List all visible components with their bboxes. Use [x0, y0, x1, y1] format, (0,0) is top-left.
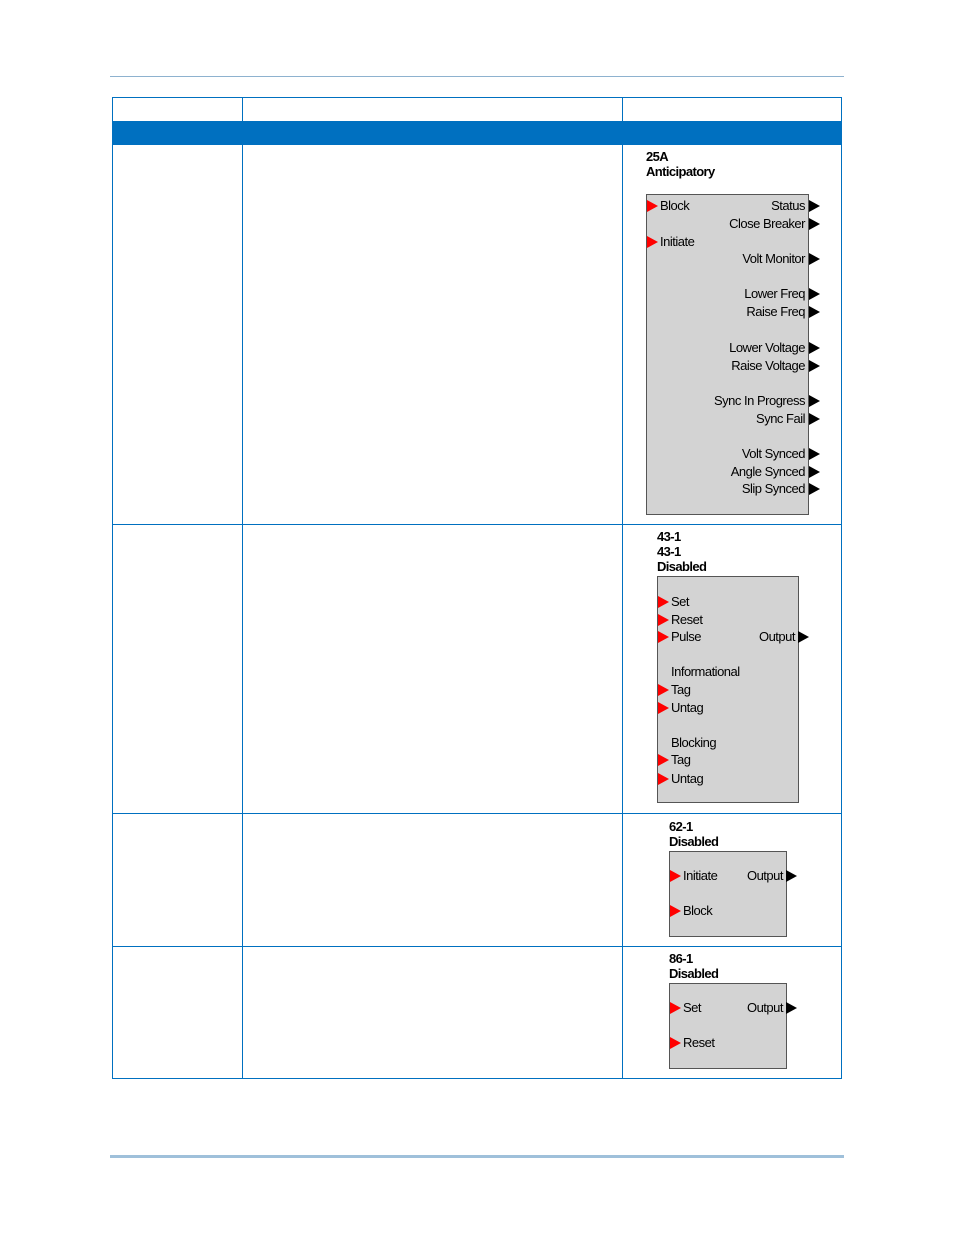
output-arrow-icon	[809, 288, 820, 300]
input-label: Initiate	[660, 234, 695, 249]
footer-rule	[110, 1155, 844, 1158]
block-title: 25A	[646, 149, 669, 164]
input-label: Set	[671, 594, 690, 609]
input-arrow-icon	[670, 1037, 681, 1049]
output-arrow-icon	[809, 218, 820, 230]
column-divider	[622, 97, 623, 1079]
output-arrow-icon	[809, 466, 820, 478]
output-arrow-icon	[786, 1002, 797, 1014]
input-label: Untag	[671, 771, 704, 786]
output-arrow-icon	[809, 306, 820, 318]
output-label: Sync Fail	[756, 411, 805, 426]
output-arrow-icon	[809, 360, 820, 372]
table-border-top	[112, 97, 842, 98]
output-label: Raise Voltage	[731, 358, 805, 373]
output-arrow-icon	[809, 483, 820, 495]
table-border-left	[112, 97, 113, 1079]
output-label: Lower Freq	[744, 286, 805, 301]
input-arrow-icon	[658, 773, 669, 785]
group-label-blocking: Blocking	[671, 735, 717, 750]
input-label: Untag	[671, 700, 704, 715]
output-label: Lower Voltage	[729, 340, 805, 355]
block-86-1	[669, 951, 814, 1071]
input-label: Initiate	[683, 868, 718, 883]
input-label: Tag	[671, 752, 691, 767]
output-label: Slip Synced	[741, 481, 805, 496]
input-arrow-icon	[670, 1002, 681, 1014]
input-arrow-icon	[658, 684, 669, 696]
input-arrow-icon	[658, 596, 669, 608]
table-border-right	[841, 97, 842, 1079]
input-arrow-icon	[670, 870, 681, 882]
output-arrow-icon	[809, 342, 820, 354]
block-62-1	[669, 819, 814, 939]
output-label: Output	[746, 868, 783, 883]
output-arrow-icon	[786, 870, 797, 882]
output-label: Raise Freq	[746, 304, 805, 319]
block-status: Disabled	[669, 834, 719, 849]
block-body	[669, 851, 787, 937]
output-label: Output	[746, 1000, 783, 1015]
header-rule	[110, 76, 844, 77]
input-arrow-icon	[658, 614, 669, 626]
block-title: 43-1	[657, 529, 681, 544]
column-divider	[242, 97, 243, 1079]
input-arrow-icon	[658, 631, 669, 643]
input-arrow-icon	[658, 702, 669, 714]
input-label: Reset	[683, 1035, 715, 1050]
block-25a	[646, 149, 826, 519]
input-arrow-icon	[647, 236, 658, 248]
output-label: Status	[771, 198, 805, 213]
row-divider	[112, 946, 842, 947]
output-arrow-icon	[809, 200, 820, 212]
input-label: Block	[683, 903, 713, 918]
output-arrow-icon	[809, 395, 820, 407]
input-label: Tag	[671, 682, 691, 697]
output-arrow-icon	[798, 631, 809, 643]
input-arrow-icon	[658, 754, 669, 766]
block-title: 62-1	[669, 819, 693, 834]
input-label: Block	[660, 198, 690, 213]
input-arrow-icon	[670, 905, 681, 917]
output-arrow-icon	[809, 413, 820, 425]
row-divider	[112, 524, 842, 525]
logic-elements-table	[112, 97, 842, 1079]
output-arrow-icon	[809, 448, 820, 460]
output-label: Angle Synced	[730, 464, 805, 479]
output-label: Sync In Progress	[714, 393, 805, 408]
block-body	[669, 983, 787, 1069]
output-label: Volt Synced	[741, 446, 805, 461]
block-subtitle: 43-1	[657, 544, 681, 559]
output-arrow-icon	[809, 253, 820, 265]
input-label: Pulse	[671, 629, 702, 644]
output-label: Output	[758, 629, 795, 644]
block-43-1	[657, 529, 817, 809]
input-label: Reset	[671, 612, 703, 627]
input-label: Set	[683, 1000, 702, 1015]
block-status: Disabled	[669, 966, 719, 981]
block-subtitle: Anticipatory	[646, 164, 715, 179]
input-arrow-icon	[647, 200, 658, 212]
output-label: Volt Monitor	[742, 251, 805, 266]
table-section-band	[112, 121, 842, 145]
group-label-informational: Informational	[671, 664, 740, 679]
block-title: 86-1	[669, 951, 693, 966]
table-border-bottom	[112, 1078, 842, 1079]
row-divider	[112, 813, 842, 814]
block-status: Disabled	[657, 559, 707, 574]
output-label: Close Breaker	[729, 216, 805, 231]
